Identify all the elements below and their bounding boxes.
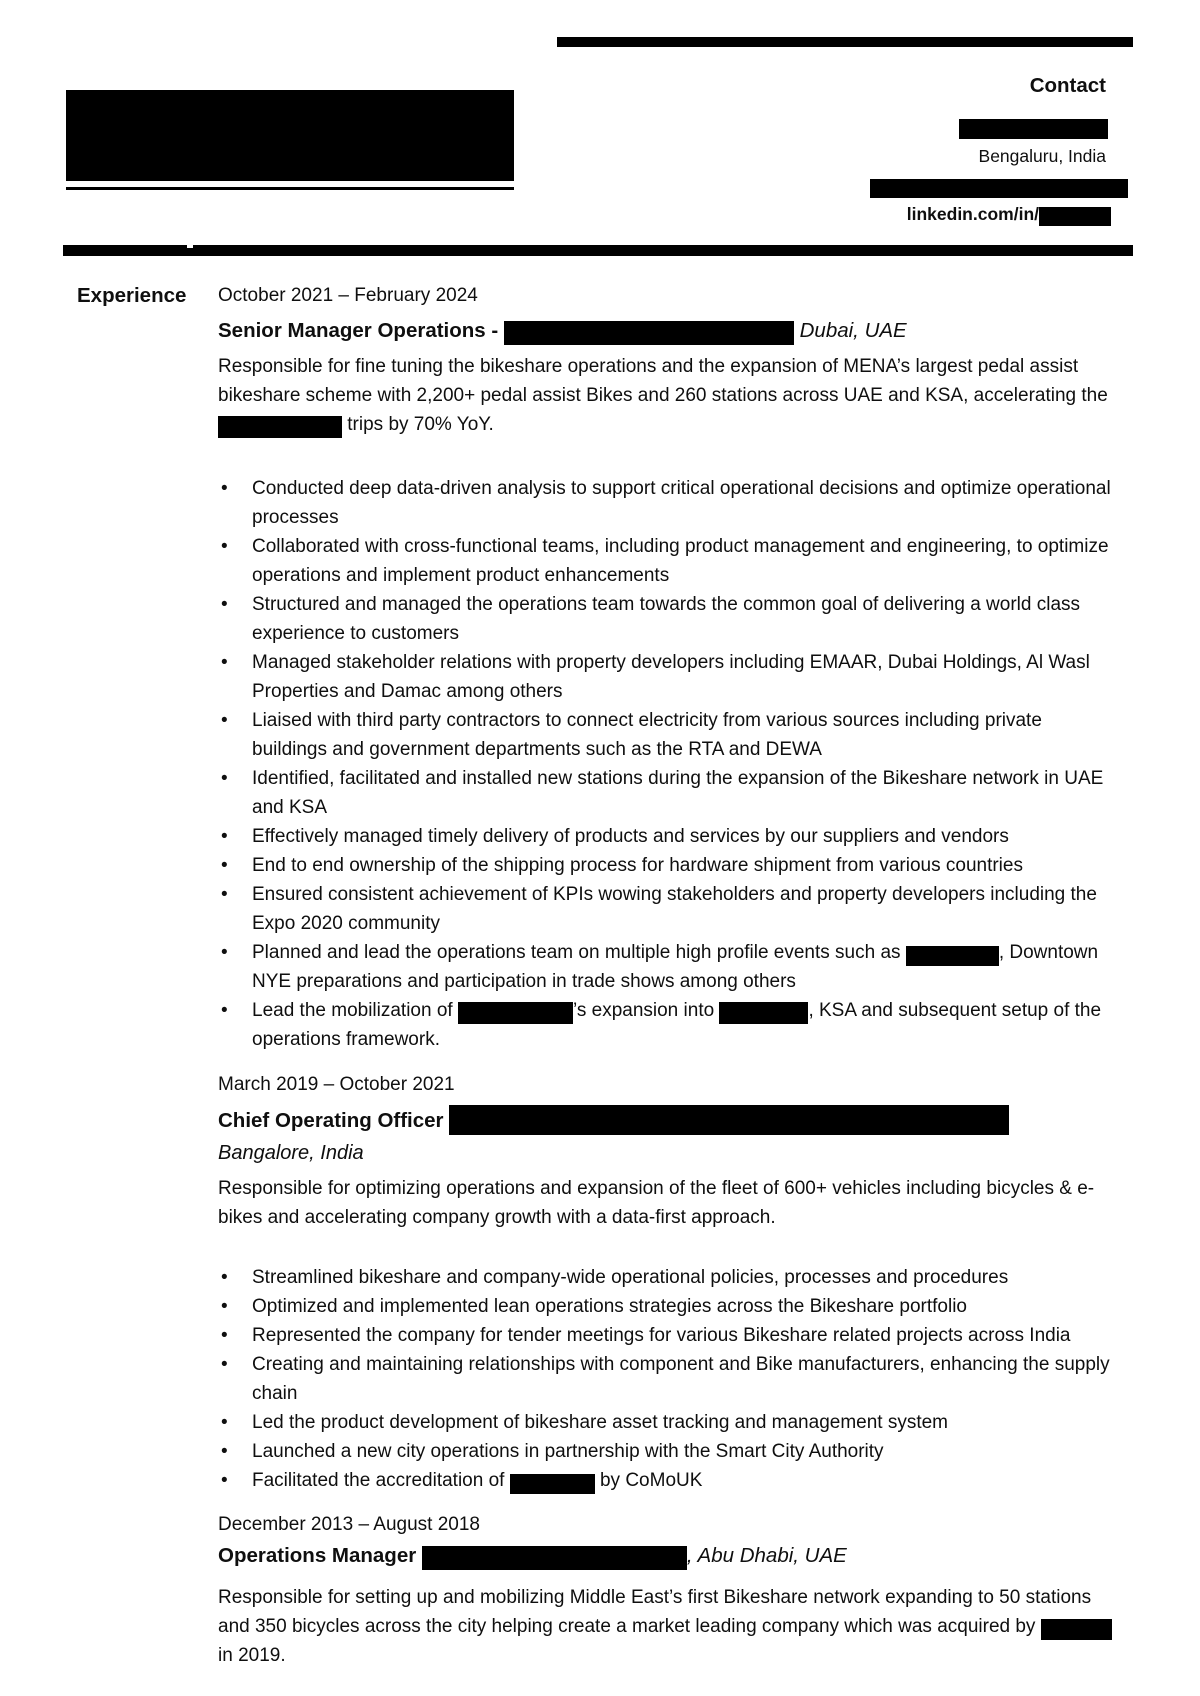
entry-summary: [218, 352, 1120, 439]
bullet-item: [218, 1292, 1120, 1321]
text-segment: Responsible for setting up and mobilizing Middle East’s first Bikeshare network expanding to 50 stations and 350 bicycles across the city helping create a market leading company which was acquired by: [218, 1587, 1092, 1637]
text-segment: October 2021 – February 2024: [218, 285, 478, 306]
text-segment: Operations Manager: [218, 1544, 422, 1567]
text-segment: Liaised with third party contractors to connect electricity from various sources including private buildings and government departments such as the RTA and DEWA: [252, 710, 1042, 760]
text-segment: March 2019 – October 2021: [218, 1074, 455, 1095]
text-segment: Led the product development of bikeshare asset tracking and management system: [252, 1412, 949, 1433]
bullet-item: [218, 1263, 1120, 1292]
redaction-name-block: [66, 90, 514, 181]
redacted-text: [422, 1546, 687, 1570]
bullet-item: [218, 590, 1120, 648]
bullet-item: [218, 706, 1120, 764]
entry-dates: [218, 281, 478, 310]
bullet-item: [218, 1408, 1120, 1437]
text-segment: Bangalore, India: [218, 1142, 364, 1164]
text-segment: Streamlined bikeshare and company-wide operational policies, processes and procedures: [252, 1267, 1009, 1288]
text-segment: Launched a new city operations in partnership with the Smart City Authority: [252, 1441, 884, 1462]
bullet-item: [218, 851, 1120, 880]
text-segment: ’s expansion into: [572, 1000, 720, 1021]
text-segment: Lead the mobilization of: [252, 1000, 458, 1021]
redacted-text: [510, 1474, 595, 1494]
bullet-item: [218, 474, 1120, 532]
divider-notch: [187, 245, 193, 248]
text-segment: Structured and managed the operations team towards the common goal of delivering a world class experience to customers: [252, 594, 1081, 644]
bullet-item: [218, 532, 1120, 590]
redacted-text: [906, 946, 999, 966]
redacted-text: [1041, 1619, 1112, 1640]
text-segment: trips by 70% YoY.: [342, 414, 494, 435]
text-segment: in 2019.: [218, 1645, 286, 1666]
entry-summary: [218, 1174, 1120, 1232]
text-segment: , Downtown NYE preparations and participation in trade shows among others: [252, 942, 1099, 992]
text-segment: Managed stakeholder relations with property developers including EMAAR, Dubai Holdings, Al Wasl Properties and Damac among others: [252, 652, 1090, 702]
entry-title: [218, 1105, 1009, 1136]
bullet-item: [218, 996, 1120, 1054]
contact-location: Bengaluru, India: [978, 146, 1106, 166]
text-segment: Facilitated the accreditation of: [252, 1470, 510, 1491]
redaction-linkedin-handle: [1039, 207, 1111, 226]
bullet-item: [218, 1321, 1120, 1350]
text-segment: Collaborated with cross-functional teams, including product management and engineering, to optimize operations and implement product enhancements: [252, 536, 1109, 586]
bullet-item: [218, 938, 1120, 996]
text-segment: Creating and maintaining relationships with component and Bike manufacturers, enhancing the supply chain: [252, 1354, 1110, 1404]
entry-title: [218, 316, 907, 346]
bullet-item: [218, 1350, 1120, 1408]
bullet-item: [218, 822, 1120, 851]
text-segment: Dubai, UAE: [793, 319, 907, 342]
text-segment: Optimized and implemented lean operations strategies across the Bikeshare portfolio: [252, 1296, 967, 1317]
entry-bullet-list: [218, 474, 1120, 1054]
text-segment: Chief Operating Officer: [218, 1109, 450, 1132]
redacted-text: [218, 416, 342, 438]
redacted-text: [458, 1002, 573, 1024]
redaction-name-underline: [66, 187, 514, 190]
redaction-bar-top: [557, 37, 1133, 47]
bullet-item: [218, 764, 1120, 822]
redacted-text: [504, 321, 794, 345]
text-segment: Responsible for fine tuning the bikeshare operations and the expansion of MENA’s largest pedal assist bikeshare scheme with 2,200+ pedal assist Bikes and 260 stations across UAE and KSA, accelerating the: [218, 356, 1108, 406]
text-segment: December 2013 – August 2018: [218, 1514, 480, 1535]
entry-title: [218, 1541, 847, 1571]
text-segment: , Abu Dhabi, UAE: [686, 1544, 847, 1567]
text-segment: Effectively managed timely delivery of products and services by our suppliers and vendors: [252, 826, 1009, 847]
entry-location: [218, 1139, 364, 1168]
bullet-item: [218, 1466, 1120, 1495]
entry-bullet-list: [218, 1263, 1120, 1495]
redacted-text: [719, 1002, 808, 1024]
text-segment: by CoMoUK: [594, 1470, 703, 1491]
redaction-email: [870, 179, 1128, 198]
text-segment: Senior Manager Operations -: [218, 319, 504, 342]
linkedin-prefix: linkedin.com/in/: [906, 204, 1039, 224]
text-segment: Ensured consistent achievement of KPIs wowing stakeholders and property developers including the Expo 2020 community: [252, 884, 1097, 934]
text-segment: Identified, facilitated and installed new stations during the expansion of the Bikeshare network in UAE and KSA: [252, 768, 1104, 818]
bullet-item: [218, 648, 1120, 706]
header-divider-bar: [63, 245, 1133, 256]
text-segment: End to end ownership of the shipping process for hardware shipment from various countries: [252, 855, 1023, 876]
entry-summary: [218, 1583, 1120, 1670]
text-segment: Conducted deep data-driven analysis to support critical operational decisions and optimize operational processes: [252, 478, 1111, 528]
entry-dates: [218, 1510, 480, 1539]
text-segment: , KSA and subsequent setup of the operations framework.: [252, 1000, 1102, 1050]
text-segment: Responsible for optimizing operations and expansion of the fleet of 600+ vehicles including bicycles & e-bikes and accelerating company growth with a data-first approach.: [218, 1178, 1095, 1228]
text-segment: Planned and lead the operations team on multiple high profile events such as: [252, 942, 906, 963]
contact-heading: Contact: [1029, 74, 1106, 97]
text-segment: Represented the company for tender meetings for various Bikeshare related projects across India: [252, 1325, 1071, 1346]
redacted-text: [449, 1105, 1009, 1135]
entry-dates: [218, 1070, 455, 1099]
redaction-phone: [959, 119, 1108, 139]
bullet-item: [218, 880, 1120, 938]
experience-heading: Experience: [77, 284, 187, 307]
linkedin-line: [907, 201, 1111, 227]
bullet-item: [218, 1437, 1120, 1466]
